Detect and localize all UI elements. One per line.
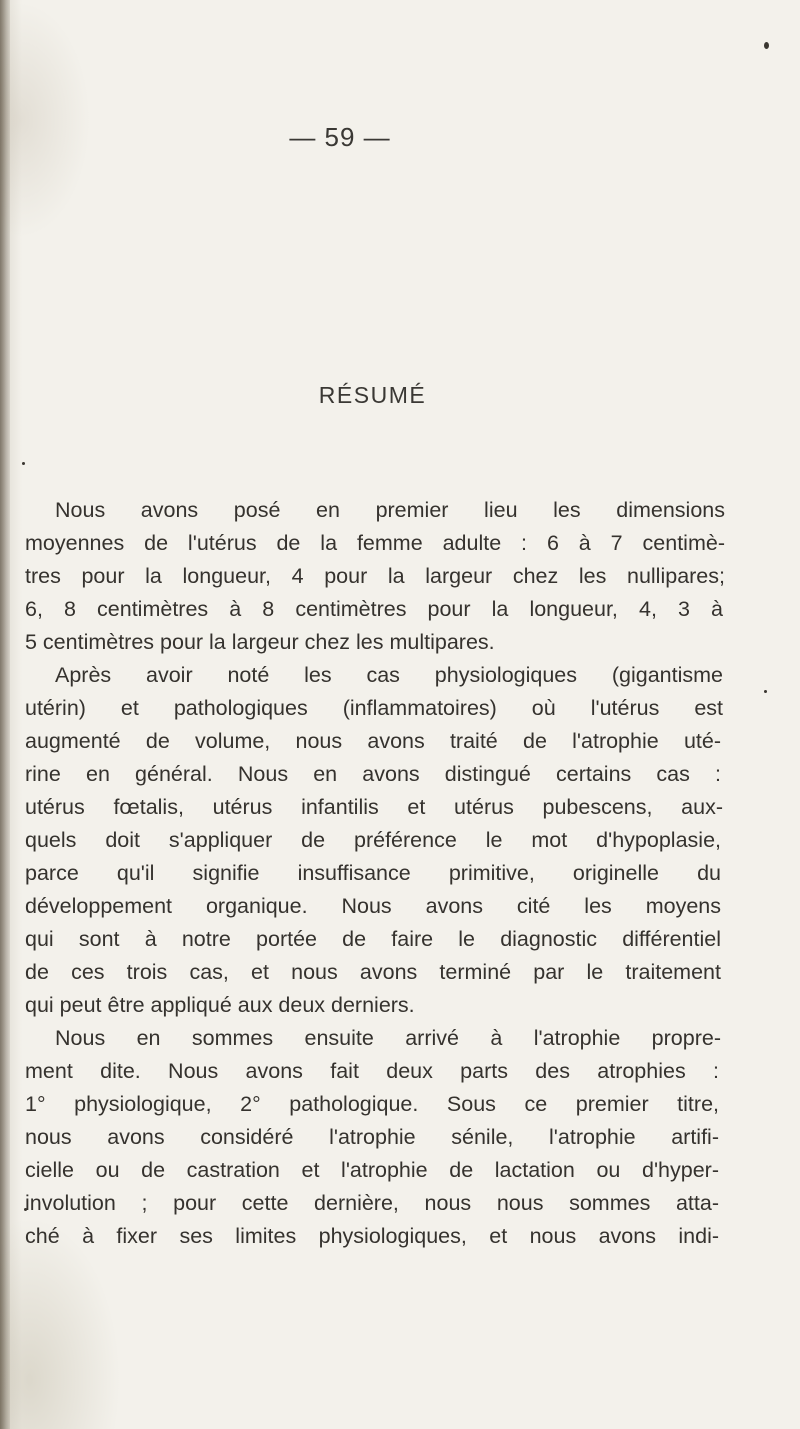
ink-spot <box>764 42 769 49</box>
page-number: — 59 — <box>289 122 391 152</box>
text-line: quels doit s'appliquer de préférence le mot d'hypoplasie, <box>25 828 721 852</box>
text-line: Nous en sommes ensuite arrivé à l'atrophie propre- <box>55 1026 721 1050</box>
text-line: involution ; pour cette dernière, nous nous sommes atta- <box>25 1191 719 1215</box>
text-line: Nous avons posé en premier lieu les dimensions <box>55 498 725 522</box>
text-line: utérin) et pathologiques (inflammatoires) où l'utérus est <box>25 696 723 720</box>
text-line: parce qu'il signifie insuffisance primitive, originelle du <box>25 861 721 885</box>
text-line: nous avons considéré l'atrophie sénile, l'atrophie artifi- <box>25 1125 719 1149</box>
text-line: cielle ou de castration et l'atrophie de lactation ou d'hyper- <box>25 1158 719 1182</box>
text-line: de ces trois cas, et nous avons terminé par le traitement <box>25 960 721 984</box>
page-spine-shadow <box>0 0 10 1429</box>
text-line: 6, 8 centimètres à 8 centimètres pour la longueur, 4, 3 à <box>25 597 723 621</box>
ink-spot <box>22 462 25 465</box>
text-line: moyennes de l'utérus de la femme adulte : 6 à 7 centimè- <box>25 531 725 555</box>
text-line: augmenté de volume, nous avons traité de l'atrophie uté- <box>25 729 721 753</box>
text-line: qui sont à notre portée de faire le diagnostic différentiel <box>25 927 721 951</box>
text-line: Après avoir noté les cas physiologiques (gigantisme <box>55 663 723 687</box>
text-line: utérus fœtalis, utérus infantilis et utérus pubescens, aux- <box>25 795 723 819</box>
text-line: rine en général. Nous en avons distingué certains cas : <box>25 762 721 786</box>
text-line: qui peut être appliqué aux deux derniers. <box>25 993 415 1017</box>
text-line: ché à fixer ses limites physiologiques, et nous avons indi- <box>25 1224 719 1248</box>
text-line: développement organique. Nous avons cité les moyens <box>25 894 721 918</box>
text-line: 5 centimètres pour la largeur chez les multipares. <box>25 630 495 654</box>
text-line: tres pour la longueur, 4 pour la largeur chez les nullipares; <box>25 564 725 588</box>
text-line: 1° physiologique, 2° pathologique. Sous ce premier titre, <box>25 1092 719 1116</box>
ink-spot <box>764 690 767 693</box>
text-line: ment dite. Nous avons fait deux parts des atrophies : <box>25 1059 719 1083</box>
section-heading: RÉSUMÉ <box>318 382 427 408</box>
